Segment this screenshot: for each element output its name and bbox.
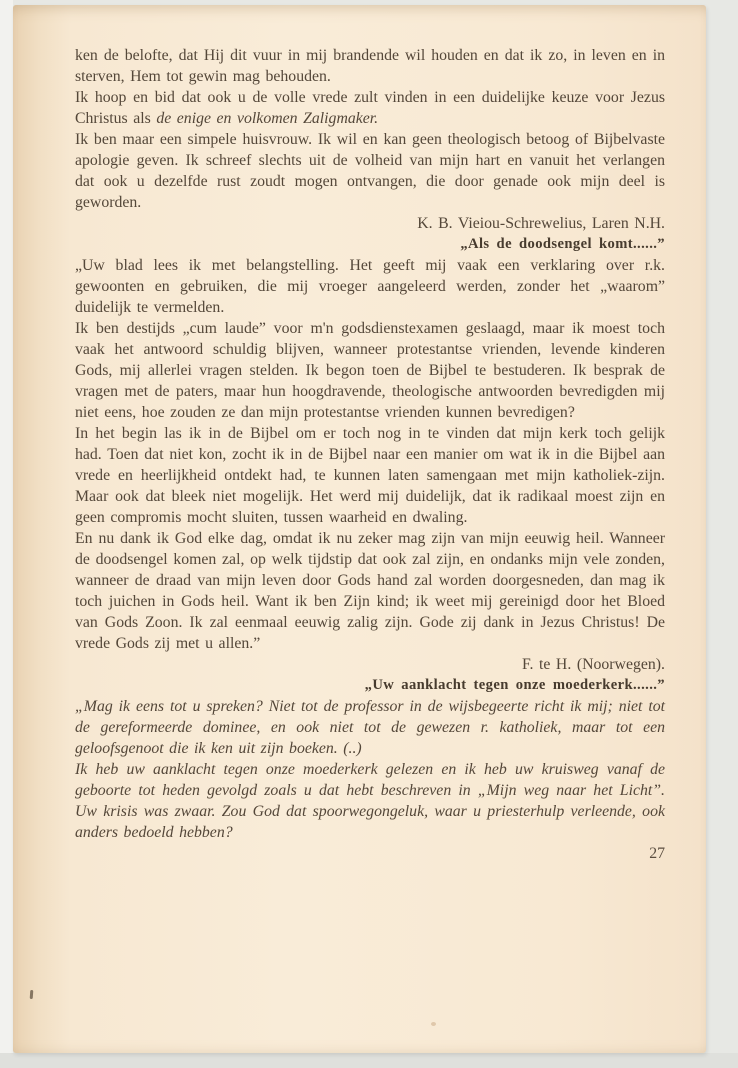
- paragraph: In het begin las ik in de Bijbel om er toch nog in te vinden dat mijn kerk toch gelijk had. Toen dat niet kon, zocht ik in de Bijbel naar een manier om wat ik in die Bijbel aan vrede en heerlijkheid ontdekt had, te kunnen laten samengaan met mijn katholiek-zijn. Maar ook dat bleek niet mogelijk. Het werd mij duidelijk, dat ik radikaal moest zijn en geen compromis mocht sluiten, tussen waarheid en dwaling.: [75, 425, 665, 526]
- paragraph: „Uw blad lees ik met belangstelling. Het geeft mij vaak een verklaring over r.k. gewoonten en gebruiken, die mij vroeger aangeleerd werden, zonder het „waarom” duidelijk te vermelden.: [75, 257, 665, 316]
- scan-bottom-edge: [0, 1053, 738, 1068]
- ink-mark: [30, 990, 33, 999]
- section-heading: „Uw aanklacht tegen onze moederkerk......”: [364, 677, 665, 693]
- paragraph: „Mag ik eens tot u spreken? Niet tot de professor in de wijsbegeerte richt ik mij; niet tot de gereformeerde dominee, en ook niet tot de gewezen r. katholiek, maar tot een geloofsgenoot die ik ken uit zijn boeken. (..): [75, 698, 665, 757]
- paragraph: Ik ben maar een simpele huisvrouw. Ik wil en kan geen theologisch betoog of Bijbelvaste apologie geven. Ik schreef slechts uit de volheid van mijn hart en vanuit het verlangen dat ook u dezelfde rust zoudt mogen ontvangen, die door genade ook mijn deel is geworden.: [75, 131, 665, 211]
- book-page: [13, 5, 706, 1053]
- letter-signature: K. B. Vieiou-Schrewelius, Laren N.H.: [417, 215, 665, 232]
- paragraph: Ik ben destijds „cum laude” voor m'n godsdienstexamen geslaagd, maar ik moest toch vaak het antwoord schuldig blijven, wanneer protestantse vrienden, levende kinderen Gods, mij allerlei vragen stelden. Ik begon toen de Bijbel te bestuderen. Ik besprak de vragen met de paters, maar hun hoogdravende, theologische antwoorden bevredigden mij niet eens, hoe zouden ze dan mijn protestantse vrienden kunnen bevredigen?: [75, 320, 665, 421]
- letter-signature: F. te H. (Noorwegen).: [521, 656, 665, 673]
- paragraph: ken de belofte, dat Hij dit vuur in mij brandende wil houden en dat ik zo, in leven en in sterven, Hem tot gewin mag behouden.: [75, 47, 665, 85]
- italic-phrase: de enige en volkomen Zaligmaker.: [156, 110, 379, 127]
- text-block: [75, 45, 665, 864]
- scan-left-edge: [0, 0, 13, 1068]
- section-heading: „Als de doodsengel komt......”: [460, 236, 665, 252]
- paragraph: [75, 87, 665, 129]
- paper-smudge: [431, 1022, 436, 1026]
- page-number: 27: [649, 845, 665, 862]
- text-segment: Ik hoop en bid dat ook u de volle vrede zult vinden in een duidelijke keuze voor Jezus Christus als: [75, 89, 665, 127]
- paragraph: Ik heb uw aanklacht tegen onze moederkerk gelezen en ik heb uw kruisweg vanaf de geboorte tot heden gevolgd zoals u dat hebt beschreven in „Mijn weg naar het Licht”. Uw krisis was zwaar. Zou God dat spoorwegongeluk, waar u priesterhulp verleende, ook anders bedoeld hebben?: [75, 761, 665, 841]
- paragraph: En nu dank ik God elke dag, omdat ik nu zeker mag zijn van mijn eeuwig heil. Wanneer de doodsengel komen zal, op welk tijdstip dat ook zal zijn, en ondanks mijn vele zonden, wanneer de draad van mijn leven door Gods hand zal worden doorgesneden, dan mag ik toch juichen in Gods heil. Want ik ben Zijn kind; ik weet mij gereinigd door het Bloed van Gods Zoon. Ik zal eenmaal eeuwig zalig zijn. Gode zij dank in Jezus Christus! De vrede Gods zij met u allen.”: [75, 530, 665, 652]
